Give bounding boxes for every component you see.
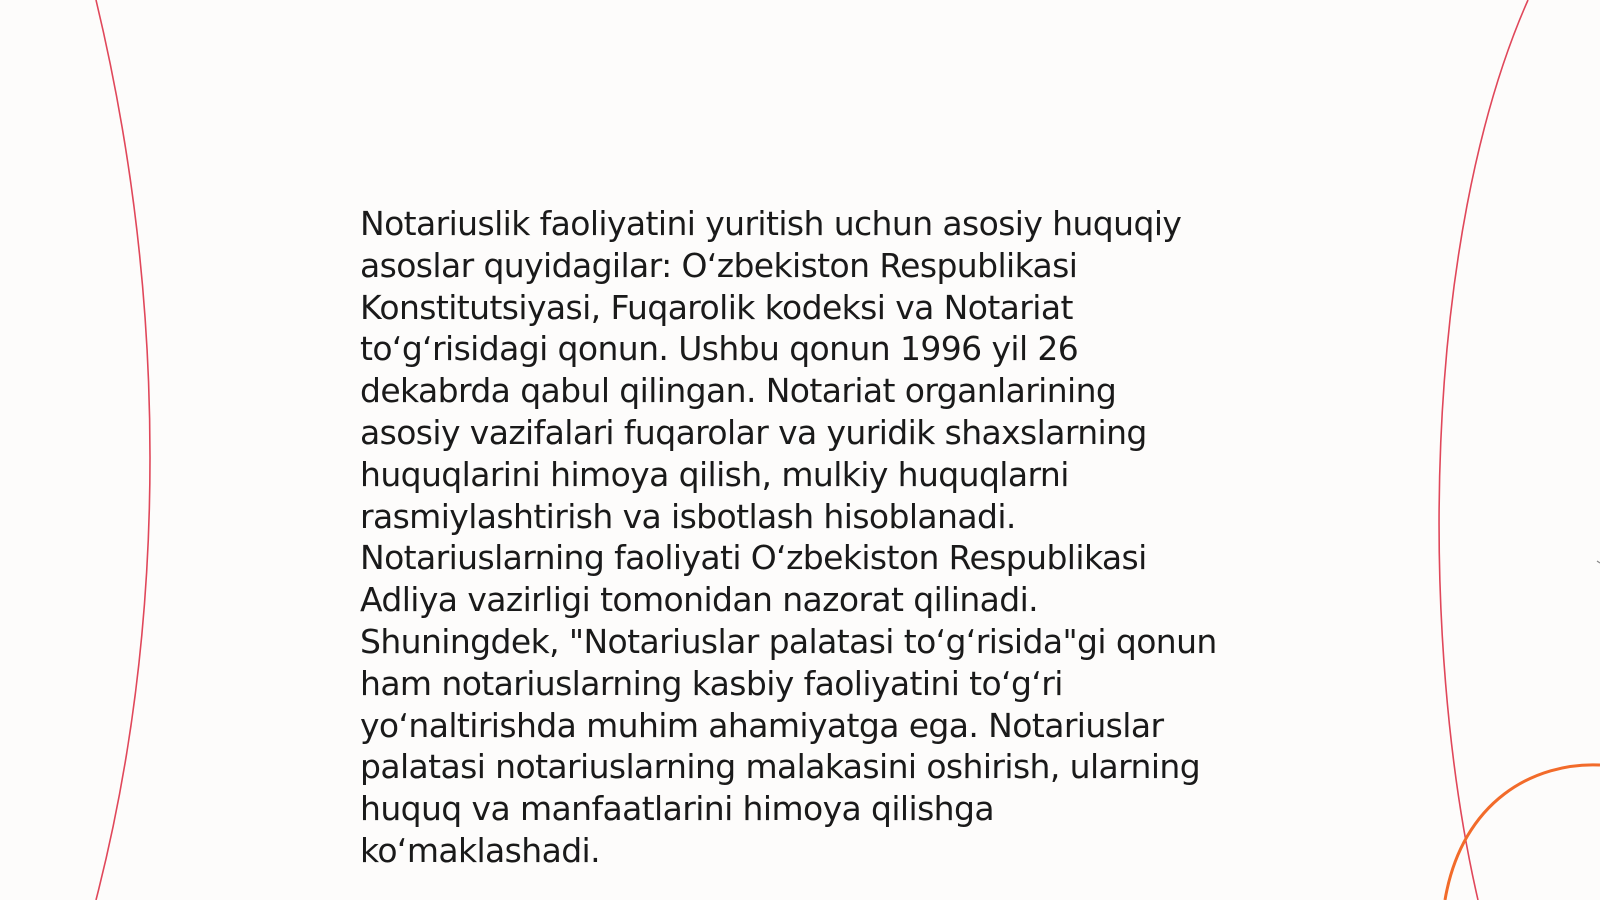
right-curve-line [1439,0,1528,900]
body-text: Notariuslik faoliyatini yuritish uchun asosiy huquqiy asoslar quyidagilar: Oʻzbekiston Respublikasi Konstitutsiyasi, Fuqarolik kodeksi va Notariat toʻgʻrisidagi qonun. Ushbu qonun 1996 yil 26 dekabrda qabul qilingan. Notariat organlarining asosiy vazifalari fuqarolar va yuridik shaxslarning huquqlarini himoya qilish, mulkiy huquqlarni rasmiylashtirish va isbotlash hisoblanadi. Notariuslarning faoliyati Oʻzbekiston Respublikasi Adliya vazirligi tomonidan nazorat qilinadi. Shuningdek, "Notariuslar palatasi toʻgʻrisida"gi qonun ham notariuslarning kasbiy faoliyatini toʻgʻri yoʻnaltirishda muhim ahamiyatga ega. Notariuslar palatasi notariuslarning malakasini oshirish, ularning huquq va manfaatlarini himoya qilishga koʻmaklashadi. [360,204,1217,870]
left-curve-line [96,0,150,900]
orange-arc [1445,765,1600,900]
